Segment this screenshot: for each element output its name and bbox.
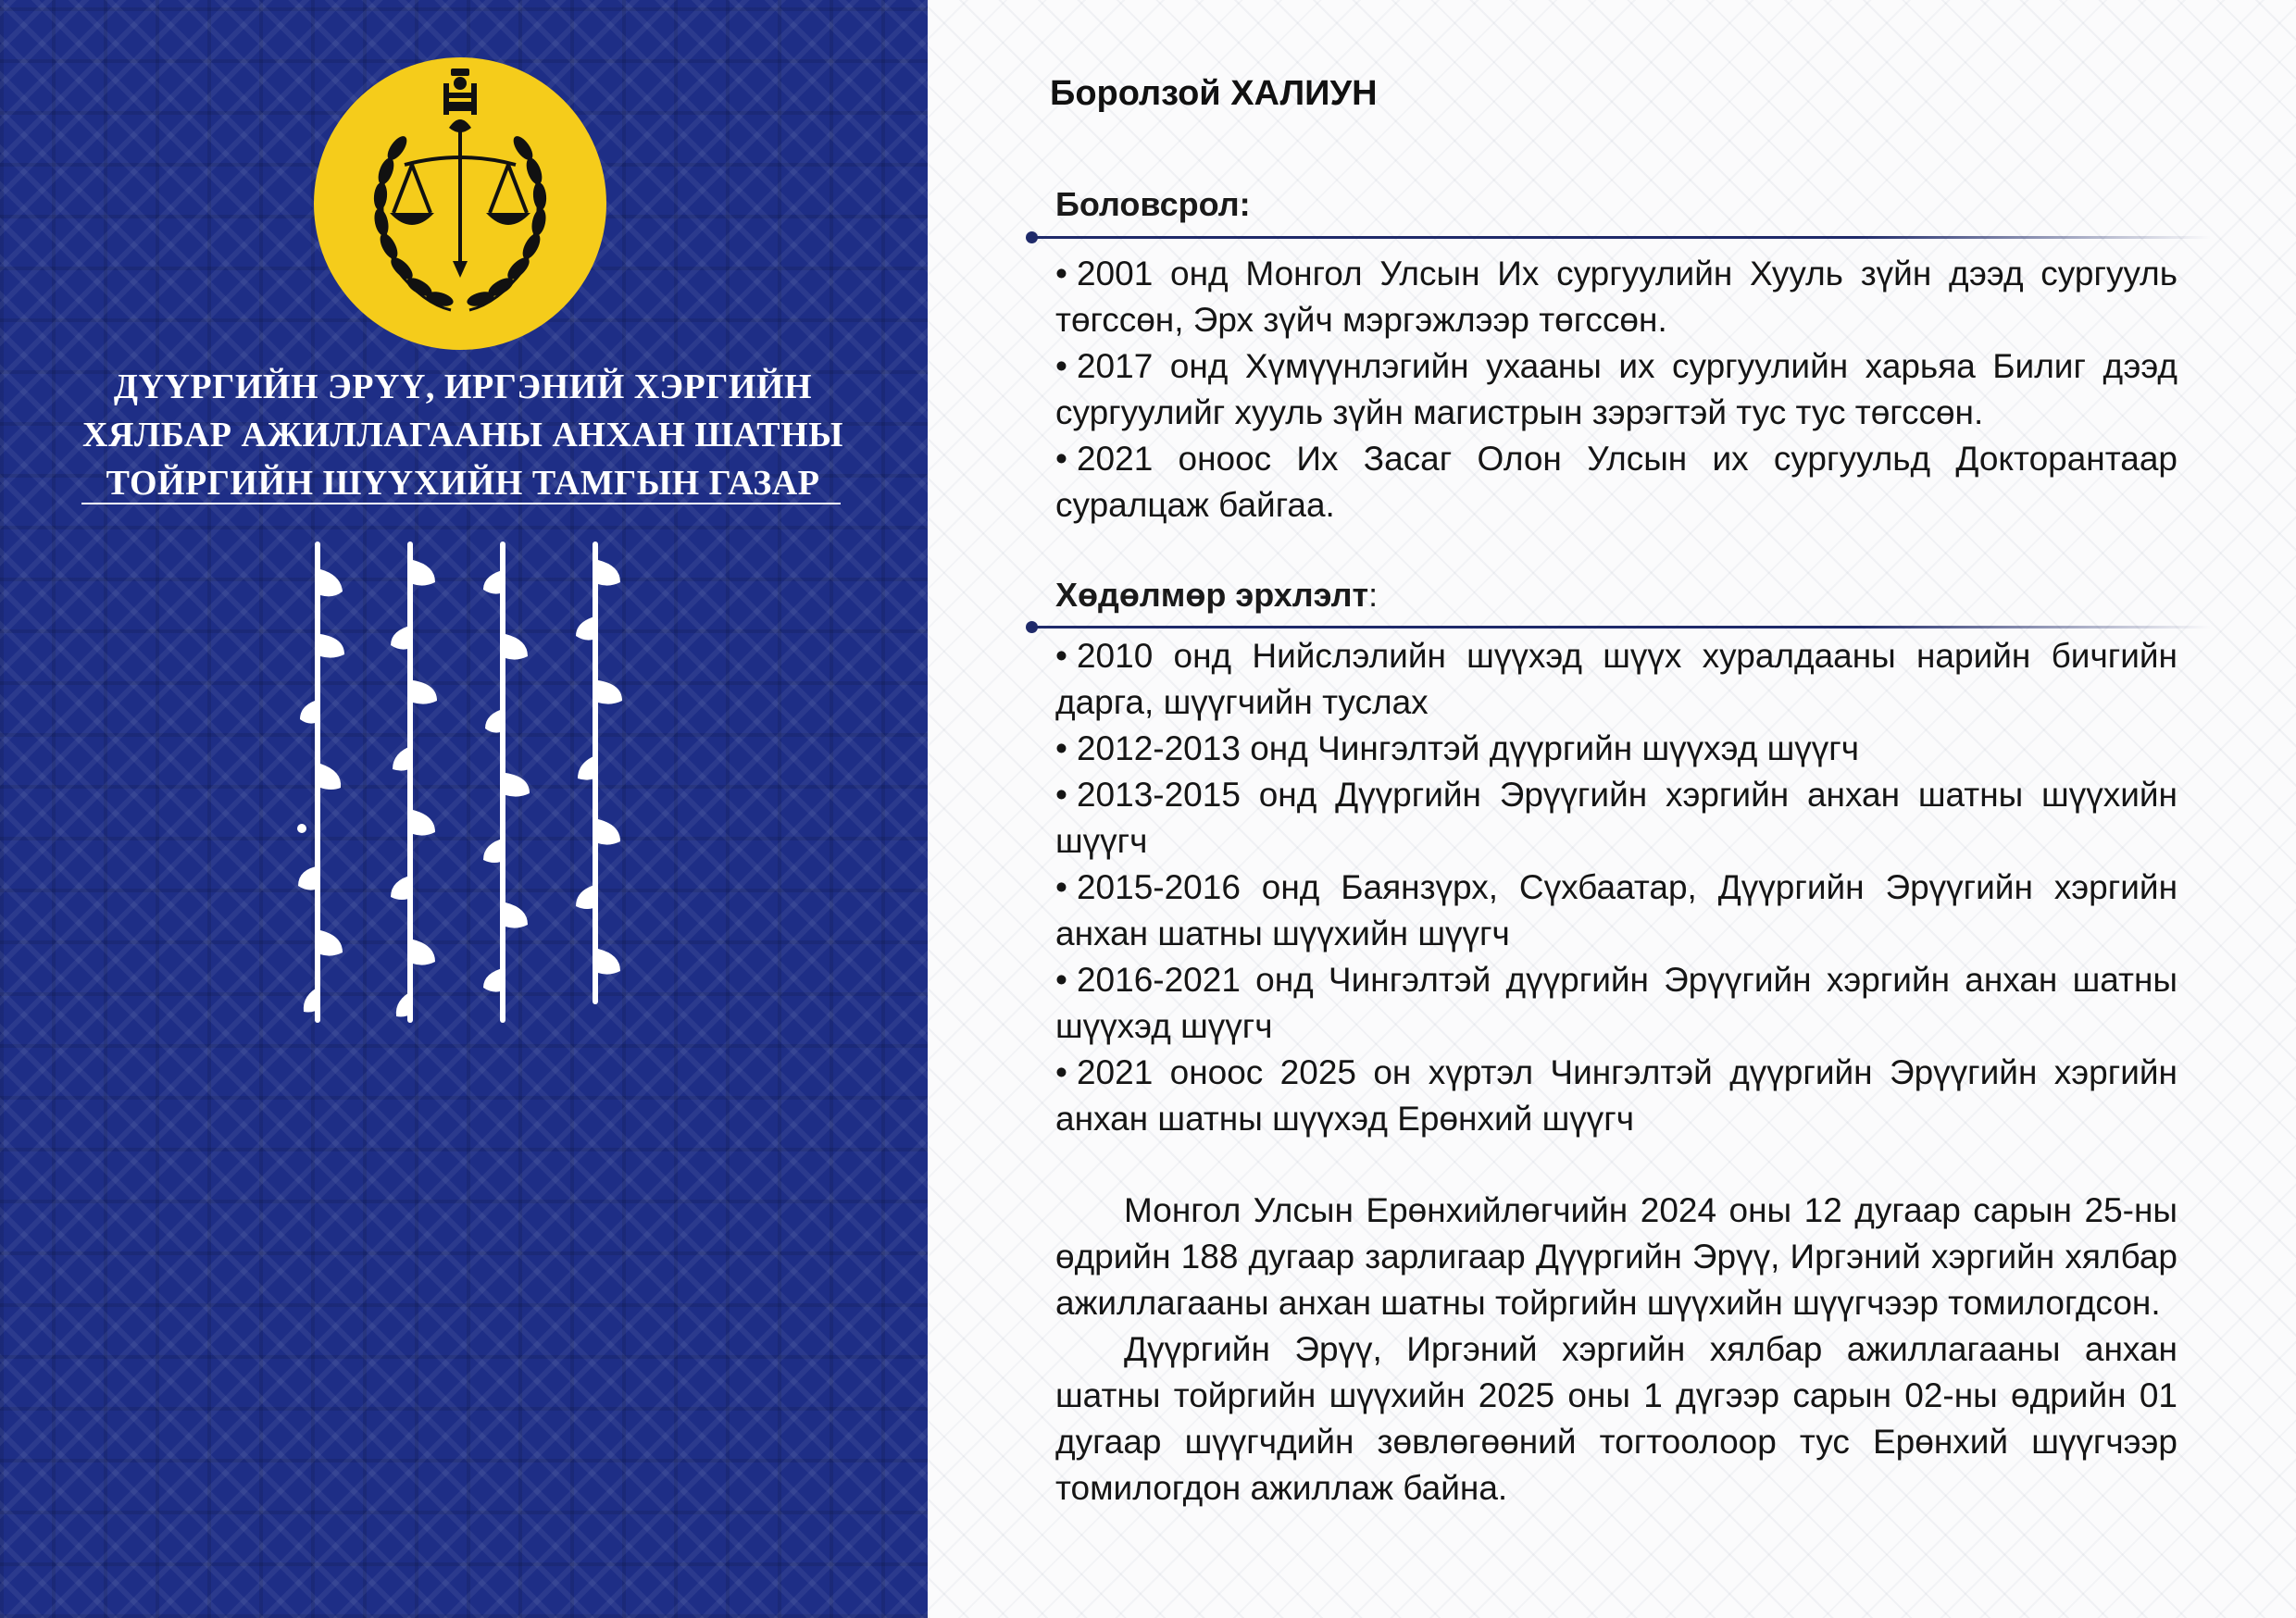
list-item-text: 2015-2016 онд Баянзүрх, Сүхбаатар, Дүүргийн Эрүүгийн хэргийн анхан шатны шүүхийн шүүгч (1055, 868, 2177, 952)
career-heading (1055, 576, 1378, 615)
bullet: • (1055, 347, 1067, 385)
mongolian-script-image (268, 532, 657, 1032)
rule-line (1031, 236, 2211, 239)
bullet: • (1055, 637, 1067, 675)
bullet: • (1055, 729, 1067, 767)
list-item (1055, 772, 2177, 865)
bullet: • (1055, 868, 1067, 906)
court-emblem-icon (312, 56, 608, 352)
list-item (1055, 633, 2177, 726)
list-item (1055, 251, 2177, 343)
left-panel (0, 0, 928, 1618)
rule-line (1031, 626, 2211, 629)
appointment-paragraph: Дүүргийн Эрүү, Иргэний хэргийн хялбар ажиллагааны анхан шатны тойргийн шүүхийн 2025 оны 1 дүгээр сарын 02-ны өдрийн 01 дугаар шүүгчдийн зөвлөгөөний тогтоолоор тус Ерөнхий шүүгчээр томилогдон ажиллаж байна. (1055, 1330, 2177, 1507)
list-item (1055, 726, 2177, 772)
list-item (1055, 865, 2177, 957)
education-heading: Боловсрол: (1055, 185, 1251, 223)
bullet: • (1055, 961, 1067, 999)
bullet: • (1055, 440, 1067, 478)
list-item-text: 2012-2013 онд Чингэлтэй дүүргийн шүүхэд шүүгч (1076, 729, 1860, 767)
list-item-text: 2001 онд Монгол Улсын Их сургуулийн Хууль зүйн дээд сургууль төгссөн, Эрх зүйч мэргэжлээр төгссөн. (1055, 255, 2177, 339)
organization-title-line: ДҮҮРГИЙН ЭРҮҮ, ИРГЭНИЙ ХЭРГИЙН (113, 367, 813, 406)
career-list (1055, 633, 2177, 1142)
appointment-paragraph: Монгол Улсын Ерөнхийлөгчийн 2024 оны 12 дугаар сарын 25-ны өдрийн 188 дугаар зарлигаар Дүүргийн Эрүү, Иргэний хэргийн хялбар ажиллагааны анхан шатны тойргийн шүүхийн шүүгчээр томилогдсон. (1055, 1191, 2177, 1322)
bullet: • (1055, 1053, 1067, 1091)
list-item-text: 2021 оноос 2025 он хүртэл Чингэлтэй дүүргийн Эрүүгийн хэргийн анхан шатны шүүхэд Ерөнхий шүүгч (1055, 1053, 2177, 1138)
career-heading-colon: : (1368, 576, 1379, 614)
organization-title (56, 363, 870, 507)
list-item-text: 2021 оноос Их Засаг Олон Улсын их сургуульд Докторантаар суралцаж байгаа. (1055, 440, 2177, 524)
education-list (1055, 251, 2177, 529)
organization-title-line: ТОЙРГИЙН ШҮҮХИЙН ТАМГЫН ГАЗАР (106, 464, 820, 503)
list-item-text: 2016-2021 онд Чингэлтэй дүүргийн Эрүүгийн хэргийн анхан шатны шүүхэд шүүгч (1055, 961, 2177, 1045)
list-item-text: 2013-2015 онд Дүүргийн Эрүүгийн хэргийн анхан шатны шүүхийн шүүгч (1055, 776, 2177, 860)
appointment-section (1055, 1188, 2177, 1512)
list-item (1055, 1050, 2177, 1142)
career-rule (1026, 626, 2211, 629)
organization-title-line: ХЯЛБАР АЖИЛЛАГААНЫ АНХАН ШАТНЫ (82, 416, 843, 454)
right-panel (928, 0, 2296, 1618)
list-item-text: 2017 онд Хүмүүнлэгийн ухааны их сургуулийн харьяа Билиг дээд сургуулийг хууль зүйн магистрын зэрэгтэй тус тус төгссөн. (1055, 347, 2177, 431)
education-rule (1026, 236, 2211, 239)
list-item (1055, 436, 2177, 529)
bullet: • (1055, 255, 1067, 292)
person-name: Боролзой ХАЛИУН (1050, 74, 1378, 113)
title-divider (81, 503, 841, 504)
list-item (1055, 343, 2177, 436)
list-item (1055, 957, 2177, 1050)
list-item-text: 2010 онд Нийслэлийн шүүхэд шүүх хуралдааны нарийн бичгийн дарга, шүүгчийн туслах (1055, 637, 2177, 721)
bullet: • (1055, 776, 1067, 814)
career-heading-text: Хөдөлмөр эрхлэлт (1055, 576, 1369, 614)
